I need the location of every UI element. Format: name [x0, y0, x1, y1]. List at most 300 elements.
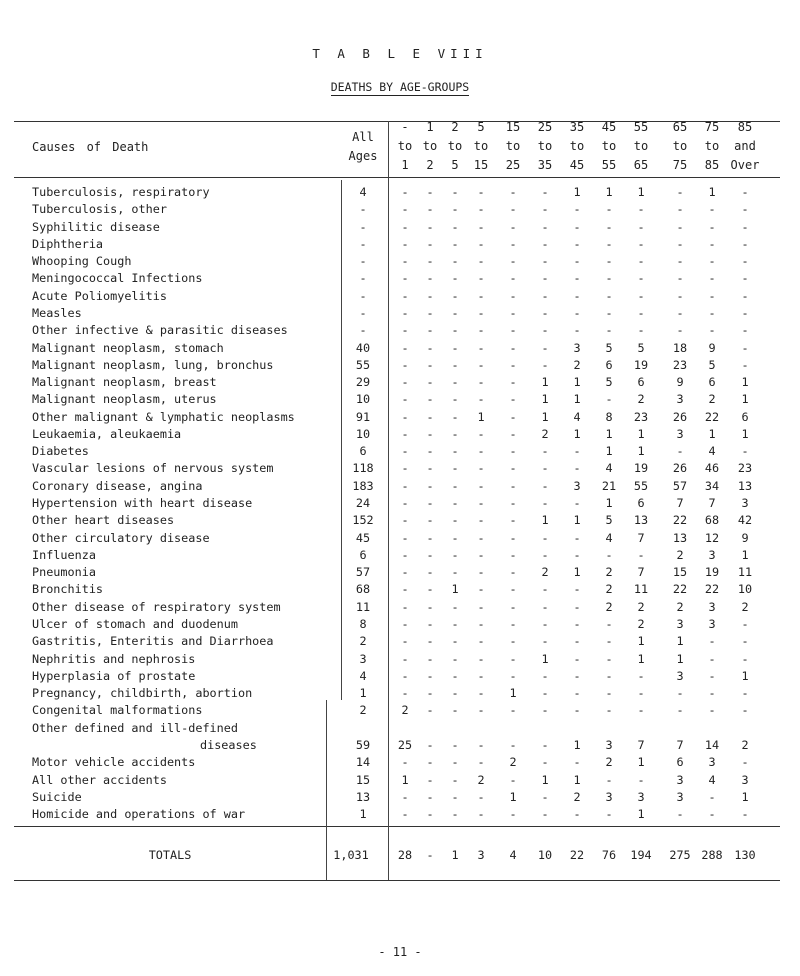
age-group-value: 12 — [704, 530, 720, 545]
age-group-value: - — [401, 357, 409, 372]
age-group-value: - — [509, 357, 517, 372]
age-group-value: 6 — [708, 375, 716, 390]
age-group-value: - — [401, 444, 409, 459]
age-group-value: 4 — [573, 409, 581, 424]
age-group-value: - — [605, 236, 613, 251]
totals-value: 3 — [477, 848, 485, 862]
age-group-value: 26 — [672, 461, 688, 476]
age-group-value: - — [426, 254, 434, 269]
age-group-header-line: to — [447, 139, 463, 153]
age-group-value: - — [451, 530, 459, 545]
age-group-value: 22 — [704, 409, 720, 424]
cause-label: Homicide and operations of war — [32, 807, 246, 822]
age-group-value: - — [637, 703, 645, 718]
totals-label: TOTALS — [148, 848, 192, 862]
age-group-value: - — [509, 772, 517, 787]
age-group-value: - — [401, 547, 409, 562]
age-group-value: - — [477, 668, 485, 683]
age-group-value: 3 — [676, 617, 684, 631]
age-group-value: 23 — [672, 357, 688, 372]
age-group-value: - — [451, 565, 459, 580]
age-group-value: - — [451, 686, 459, 701]
header-all-ages — [338, 128, 388, 166]
age-group-value: - — [401, 478, 409, 493]
age-group-value: - — [605, 807, 613, 822]
all-ages-value: 183 — [352, 478, 374, 493]
age-group-value: - — [509, 478, 517, 493]
age-group-value: 2 — [477, 772, 485, 787]
table-row — [0, 323, 800, 340]
age-group-value: 2 — [605, 582, 613, 597]
age-group-value: - — [676, 202, 684, 217]
age-group-value: - — [477, 375, 485, 390]
age-group-value: - — [605, 288, 613, 303]
age-group-value: - — [509, 547, 517, 562]
table-row — [0, 755, 800, 772]
age-group-header-line: to — [633, 139, 649, 153]
age-group-value: - — [541, 357, 549, 372]
age-group-value: - — [676, 236, 684, 251]
age-group-value: - — [741, 617, 749, 631]
cause-label: Malignant neoplasm, uterus — [32, 392, 217, 407]
age-group-value: 4 — [605, 530, 613, 545]
all-ages-value: 3 — [359, 651, 367, 666]
age-group-value: - — [451, 478, 459, 493]
age-group-value: - — [401, 530, 409, 545]
age-group-value: 1 — [637, 807, 645, 822]
age-group-value: - — [741, 219, 749, 234]
age-group-value: - — [708, 323, 716, 338]
age-group-value: 5 — [605, 513, 613, 528]
age-group-value: - — [541, 530, 549, 545]
all-ages-value: 57 — [355, 565, 371, 580]
age-group-header-line: and — [734, 139, 756, 153]
age-group-value: - — [509, 185, 517, 199]
age-group-value: - — [426, 305, 434, 320]
age-group-value: 1 — [637, 755, 645, 770]
table-row — [0, 773, 800, 790]
age-group-value: - — [451, 357, 459, 372]
age-group-value: - — [573, 254, 581, 269]
age-group-value: 7 — [637, 565, 645, 580]
age-group-value: - — [401, 271, 409, 286]
totals-value: 288 — [701, 848, 723, 862]
age-group-value: - — [573, 755, 581, 770]
body-end-rule — [14, 826, 780, 827]
age-group-value: - — [477, 755, 485, 770]
age-group-value: - — [477, 288, 485, 303]
age-group-value: - — [451, 737, 459, 752]
age-group-header-line: 65 — [633, 158, 649, 172]
all-ages-value: 10 — [355, 426, 371, 441]
age-group-value: - — [451, 668, 459, 683]
age-group-header — [496, 118, 530, 175]
age-group-value: - — [401, 496, 409, 511]
age-group-value: - — [708, 807, 716, 822]
age-group-value: - — [451, 461, 459, 476]
age-group-value: - — [451, 634, 459, 649]
age-group-value: 25 — [397, 737, 413, 752]
age-group-value: 3 — [605, 789, 613, 804]
age-group-value: - — [605, 323, 613, 338]
age-group-value: 3 — [708, 599, 716, 614]
all-ages-value: 10 — [355, 392, 371, 407]
age-group-value: - — [477, 599, 485, 614]
age-group-value: 19 — [633, 357, 649, 372]
age-group-value: - — [541, 807, 549, 822]
page-number: - 11 - — [378, 945, 422, 959]
age-group-value: - — [477, 530, 485, 545]
bottom-rule — [14, 880, 780, 881]
age-group-value: - — [426, 409, 434, 424]
age-group-value: - — [401, 202, 409, 217]
age-group-value: 5 — [708, 357, 716, 372]
age-group-value: - — [509, 617, 517, 631]
age-group-value: 1 — [541, 651, 549, 666]
all-ages-value: 152 — [352, 513, 374, 528]
age-group-header-line: to — [537, 139, 553, 153]
age-group-header — [464, 118, 498, 175]
all-ages-value: 15 — [355, 772, 371, 787]
age-group-header-line: 55 — [633, 120, 649, 134]
age-group-header-line: to — [422, 139, 438, 153]
age-group-value: - — [426, 530, 434, 545]
age-group-value: 3 — [573, 478, 581, 493]
age-group-value: - — [451, 323, 459, 338]
age-group-value: 1 — [451, 582, 459, 597]
age-group-value: - — [605, 686, 613, 701]
age-group-value: - — [451, 254, 459, 269]
age-group-value: - — [676, 807, 684, 822]
age-group-value: - — [676, 444, 684, 459]
age-group-value: 15 — [672, 565, 688, 580]
age-group-value: 55 — [633, 478, 649, 493]
age-group-value: - — [451, 496, 459, 511]
age-group-value: - — [401, 185, 409, 199]
age-group-value: 1 — [509, 789, 517, 804]
age-group-header-line: to — [601, 139, 617, 153]
age-group-value: - — [541, 737, 549, 752]
age-group-value: - — [509, 461, 517, 476]
age-group-value: 22 — [672, 582, 688, 597]
table-row — [0, 617, 800, 634]
table-row — [0, 790, 800, 807]
age-group-value: 1 — [541, 375, 549, 390]
age-group-value: 3 — [676, 392, 684, 407]
age-group-value: - — [401, 582, 409, 597]
age-group-value: - — [741, 288, 749, 303]
age-group-value: - — [541, 789, 549, 804]
age-group-value: - — [541, 634, 549, 649]
age-group-value: 1 — [509, 686, 517, 701]
age-group-value: - — [573, 444, 581, 459]
table-row — [0, 185, 800, 202]
age-group-value: 10 — [737, 582, 753, 597]
age-group-value: - — [451, 271, 459, 286]
age-group-value: 3 — [676, 772, 684, 787]
age-group-value: - — [426, 236, 434, 251]
totals-value: 130 — [734, 848, 756, 862]
age-group-value: - — [509, 444, 517, 459]
age-group-value: - — [477, 634, 485, 649]
age-group-value: - — [676, 305, 684, 320]
age-group-value: 1 — [573, 185, 581, 199]
age-group-value: - — [708, 288, 716, 303]
age-group-value: - — [451, 219, 459, 234]
age-group-header-line: Over — [730, 158, 760, 172]
age-group-value: - — [541, 305, 549, 320]
age-group-value: 1 — [573, 426, 581, 441]
age-group-value: - — [477, 478, 485, 493]
age-group-value: - — [477, 392, 485, 407]
cause-label: Nephritis and nephrosis — [32, 651, 196, 666]
age-group-value: - — [573, 686, 581, 701]
age-group-value: 4 — [605, 461, 613, 476]
age-group-value: - — [637, 668, 645, 683]
age-group-value: 9 — [708, 340, 716, 355]
age-group-value: - — [573, 305, 581, 320]
all-ages-value: 6 — [359, 547, 367, 562]
age-group-value: 5 — [605, 340, 613, 355]
age-group-value: - — [401, 426, 409, 441]
age-group-value: 2 — [741, 737, 749, 752]
age-group-value: - — [426, 357, 434, 372]
age-group-value: - — [451, 444, 459, 459]
age-group-value: - — [509, 236, 517, 251]
table-row — [0, 738, 800, 755]
table-row — [0, 444, 800, 461]
table-row — [0, 686, 800, 703]
age-group-value: - — [477, 271, 485, 286]
age-group-value: - — [451, 513, 459, 528]
age-group-value: - — [401, 236, 409, 251]
age-group-value: - — [509, 340, 517, 355]
age-group-value: - — [741, 254, 749, 269]
cause-label: Congenital malformations — [32, 703, 203, 718]
age-group-value: - — [637, 219, 645, 234]
age-group-value: - — [451, 599, 459, 614]
table-row — [0, 254, 800, 271]
age-group-value: - — [708, 202, 716, 217]
age-group-value: 1 — [477, 409, 485, 424]
age-group-header-line: 45 — [601, 120, 617, 134]
age-group-value: - — [477, 703, 485, 718]
all-ages-value: 14 — [355, 755, 371, 770]
age-group-value: - — [708, 305, 716, 320]
age-group-value: - — [708, 634, 716, 649]
age-group-value: - — [477, 582, 485, 597]
age-group-value: - — [477, 202, 485, 217]
age-group-value: - — [541, 686, 549, 701]
age-group-value: 6 — [676, 755, 684, 770]
age-group-value: - — [477, 444, 485, 459]
age-group-value: - — [509, 254, 517, 269]
age-group-value: - — [708, 219, 716, 234]
age-group-value: - — [426, 219, 434, 234]
age-group-value: - — [509, 288, 517, 303]
age-group-value: - — [477, 254, 485, 269]
age-group-value: - — [541, 254, 549, 269]
age-group-value: 2 — [637, 392, 645, 407]
totals-value: 76 — [601, 848, 617, 862]
all-ages-value: 4 — [359, 668, 367, 683]
age-group-value: - — [477, 236, 485, 251]
table-row — [0, 531, 800, 548]
age-group-value: 26 — [672, 409, 688, 424]
age-group-value: 2 — [509, 755, 517, 770]
totals-value: 28 — [397, 848, 413, 862]
age-group-value: - — [426, 392, 434, 407]
age-group-value: - — [401, 599, 409, 614]
age-group-header-line: 35 — [537, 158, 553, 172]
age-group-value: 1 — [741, 668, 749, 683]
table-row — [0, 565, 800, 582]
age-group-value: - — [401, 565, 409, 580]
age-group-value: 1 — [573, 513, 581, 528]
age-group-value: - — [541, 478, 549, 493]
totals-value: - — [426, 848, 434, 862]
age-group-value: 6 — [741, 409, 749, 424]
header-causes: Causes of Death — [32, 140, 149, 154]
age-group-value: - — [426, 271, 434, 286]
age-group-value: 1 — [676, 634, 684, 649]
age-group-value: - — [573, 668, 581, 683]
age-group-value: - — [637, 323, 645, 338]
age-group-header-line: 55 — [601, 158, 617, 172]
age-group-value: - — [741, 686, 749, 701]
table-row — [0, 669, 800, 686]
all-ages-value: - — [359, 254, 367, 269]
cause-label: Other circulatory disease — [32, 530, 210, 545]
age-group-value: - — [451, 789, 459, 804]
age-group-value: - — [426, 651, 434, 666]
cause-label: All other accidents — [32, 772, 167, 787]
totals-value: 10 — [537, 848, 553, 862]
age-group-value: - — [741, 340, 749, 355]
age-group-header-line: to — [397, 139, 413, 153]
totals-value: 22 — [569, 848, 585, 862]
age-group-value: - — [477, 185, 485, 199]
age-group-value: 1 — [605, 426, 613, 441]
age-group-value: 46 — [704, 461, 720, 476]
cause-label: Influenza — [32, 547, 96, 562]
age-group-value: - — [741, 236, 749, 251]
age-group-value: 7 — [676, 737, 684, 752]
age-group-value: - — [573, 202, 581, 217]
table-subtitle — [0, 80, 800, 94]
age-group-value: 19 — [633, 461, 649, 476]
age-group-value: - — [605, 617, 613, 631]
age-group-value: - — [426, 288, 434, 303]
cause-label: Tuberculosis, respiratory — [32, 185, 210, 199]
age-group-value: 42 — [737, 513, 753, 528]
age-group-value: 3 — [708, 547, 716, 562]
age-group-value: - — [451, 392, 459, 407]
age-group-value: - — [573, 530, 581, 545]
age-group-value: - — [741, 634, 749, 649]
age-group-value: 1 — [605, 185, 613, 199]
age-group-value: - — [509, 392, 517, 407]
age-group-value: - — [541, 444, 549, 459]
age-group-value: - — [426, 772, 434, 787]
age-group-value: - — [477, 496, 485, 511]
age-group-value: - — [741, 185, 749, 199]
age-group-value: - — [401, 651, 409, 666]
age-group-value: - — [509, 651, 517, 666]
cause-label: Motor vehicle accidents — [32, 755, 196, 770]
age-group-value: 1 — [741, 789, 749, 804]
header-all-ages-line1: All — [352, 130, 374, 144]
age-group-value: 1 — [708, 185, 716, 199]
age-group-header-line: to — [473, 139, 489, 153]
age-group-value: 3 — [708, 617, 716, 631]
age-group-value: 23 — [737, 461, 753, 476]
cause-label: Malignant neoplasm, breast — [32, 375, 217, 390]
age-group-value: - — [401, 219, 409, 234]
all-ages-value: 29 — [355, 375, 371, 390]
all-ages-value: 2 — [359, 703, 367, 718]
age-group-value: - — [426, 634, 434, 649]
table-row — [0, 496, 800, 513]
age-group-value: 1 — [637, 426, 645, 441]
age-group-value: - — [451, 617, 459, 631]
table-row — [0, 392, 800, 409]
age-group-value: 22 — [672, 513, 688, 528]
age-group-value: - — [637, 202, 645, 217]
age-group-value: - — [451, 703, 459, 718]
table-row — [0, 652, 800, 669]
age-group-value: 13 — [737, 478, 753, 493]
header-all-ages-line2: Ages — [348, 149, 378, 163]
age-group-value: - — [541, 755, 549, 770]
age-group-value: - — [637, 236, 645, 251]
age-group-value: - — [509, 599, 517, 614]
age-group-value: - — [477, 807, 485, 822]
all-ages-value: - — [359, 323, 367, 338]
age-group-value: - — [741, 444, 749, 459]
age-group-value: 19 — [704, 565, 720, 580]
age-group-value: 1 — [637, 634, 645, 649]
age-group-value: - — [451, 409, 459, 424]
age-group-value: - — [401, 323, 409, 338]
age-group-value: - — [573, 461, 581, 476]
age-group-value: - — [573, 496, 581, 511]
age-group-value: - — [541, 219, 549, 234]
age-group-value: - — [541, 582, 549, 597]
table-row — [0, 461, 800, 478]
age-group-value: - — [509, 513, 517, 528]
age-group-value: - — [426, 668, 434, 683]
age-group-value: 1 — [573, 565, 581, 580]
age-group-value: 4 — [708, 444, 716, 459]
age-group-value: 1 — [541, 772, 549, 787]
cause-label: Pneumonia — [32, 565, 96, 580]
cause-label: Pregnancy, childbirth, abortion — [32, 686, 253, 701]
age-group-value: - — [509, 582, 517, 597]
age-group-value: - — [708, 686, 716, 701]
age-group-value: 2 — [676, 599, 684, 614]
age-group-value: 8 — [605, 409, 613, 424]
cause-label: Diabetes — [32, 444, 89, 459]
age-group-value: - — [573, 236, 581, 251]
age-group-value: - — [451, 651, 459, 666]
age-group-value: - — [401, 617, 409, 631]
age-group-value: - — [426, 461, 434, 476]
age-group-value: - — [605, 254, 613, 269]
age-group-value: - — [708, 668, 716, 683]
age-group-value: - — [573, 582, 581, 597]
age-group-value: - — [451, 288, 459, 303]
